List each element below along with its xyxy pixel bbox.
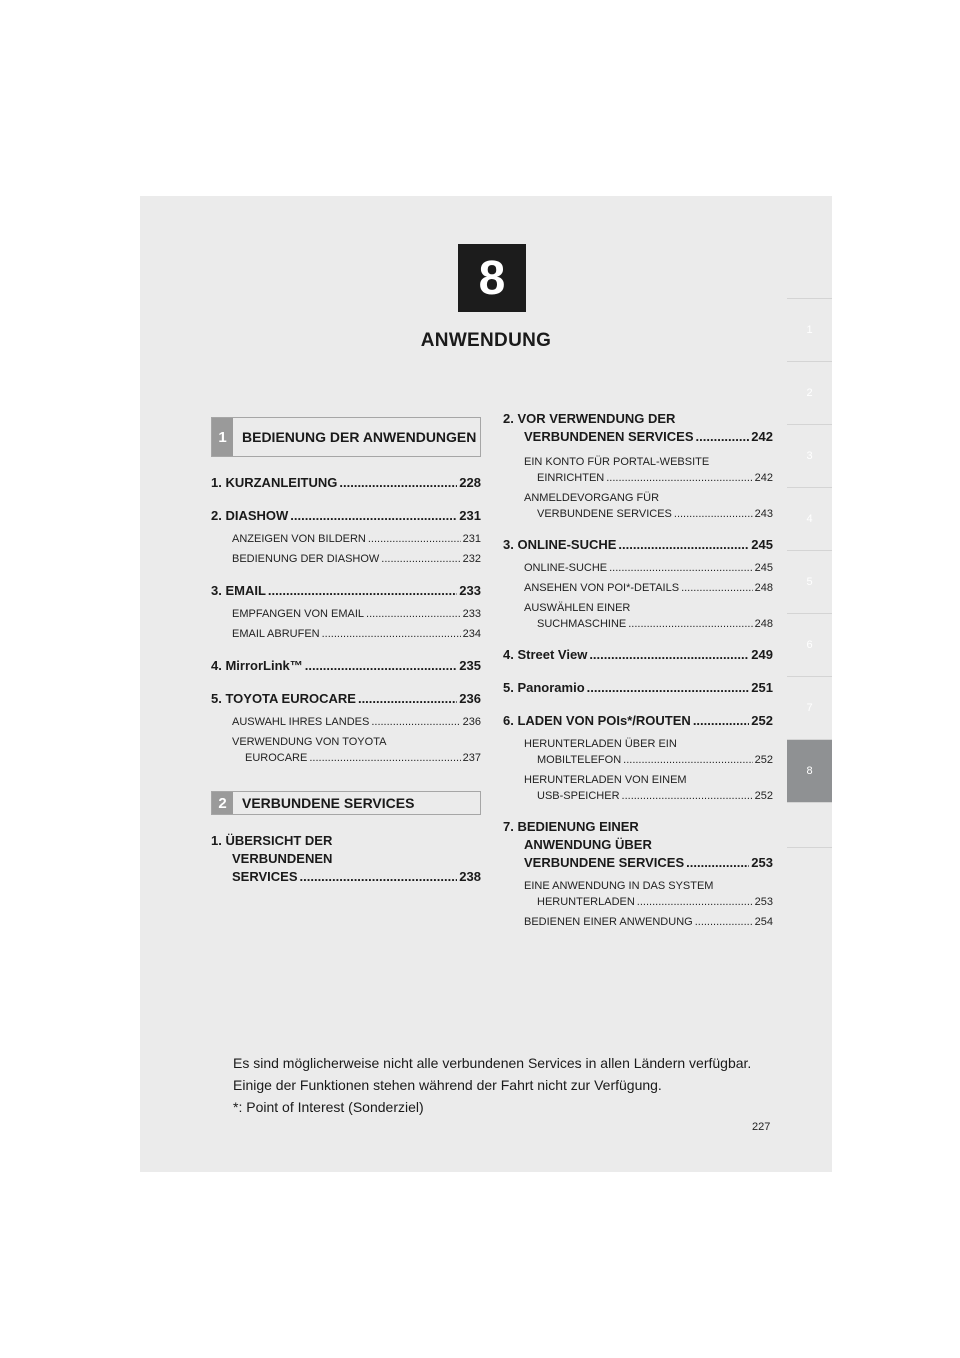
chapter-tab-1[interactable] <box>787 298 832 361</box>
toc-subentry[interactable] <box>503 600 773 632</box>
entry-page: 242 <box>754 472 773 484</box>
dot-leader <box>322 626 461 642</box>
toc-entry[interactable] <box>503 712 773 730</box>
dot-leader <box>587 679 750 697</box>
entry-title: 1. KURZANLEITUNG <box>211 475 338 490</box>
dot-leader <box>695 914 753 930</box>
toc-subentry[interactable] <box>211 606 481 622</box>
dot-leader <box>368 531 461 547</box>
toc-entry[interactable] <box>503 646 773 664</box>
section-number: 2 <box>212 792 233 814</box>
entry-page: 236 <box>459 691 481 706</box>
entry-page: 252 <box>751 713 773 728</box>
entry-title: HERUNTERLADEN ÜBER EIN <box>524 738 677 750</box>
chapter-tab-blank <box>787 802 832 848</box>
entry-line <box>524 490 773 506</box>
dot-leader <box>381 551 460 567</box>
chapter-tab-4[interactable] <box>787 487 832 550</box>
entry-page: 236 <box>462 716 481 728</box>
toc-subentry[interactable] <box>211 531 481 547</box>
dot-leader <box>300 868 458 886</box>
chapter-tab-3[interactable] <box>787 424 832 487</box>
footer-notes <box>233 1052 751 1118</box>
entry-title: 3. EMAIL <box>211 583 266 598</box>
entry-page: 228 <box>459 475 481 490</box>
dot-leader <box>686 854 749 872</box>
section-number: 1 <box>212 418 233 456</box>
tab-label: 8 <box>806 765 813 777</box>
entry-title: EMAIL ABRUFEN <box>232 628 320 640</box>
entry-page: 249 <box>751 647 773 662</box>
entry-page: 237 <box>462 752 481 764</box>
entry-line <box>524 752 773 768</box>
entry-title: 2. DIASHOW <box>211 508 289 523</box>
entry-title: EMPFANGEN VON EMAIL <box>232 608 365 620</box>
entry-line <box>524 788 773 804</box>
entry-line <box>524 616 773 632</box>
toc-right-column <box>503 410 773 930</box>
dot-leader <box>366 606 461 622</box>
toc-entry[interactable] <box>211 832 481 886</box>
entry-title: VERBUNDENEN SERVICES <box>524 429 694 444</box>
toc-entry[interactable] <box>503 410 773 446</box>
entry-page: 235 <box>459 658 481 673</box>
dot-leader <box>589 646 749 664</box>
entry-line <box>524 600 773 616</box>
entry-page: 233 <box>459 583 481 598</box>
entry-title: ONLINE-SUCHE <box>524 562 608 574</box>
entry-line <box>524 894 773 910</box>
entry-line <box>211 832 481 850</box>
dot-leader <box>606 470 752 486</box>
entry-title: ANMELDEVORGANG FÜR <box>524 492 660 504</box>
section-title: BEDIENUNG DER ANWENDUNGEN <box>242 428 477 445</box>
entry-title: 4. MirrorLink™ <box>211 658 303 673</box>
note-poi: *: Point of Interest (Sonderziel) <box>233 1099 424 1115</box>
entry-line <box>211 868 481 886</box>
entry-title: SERVICES <box>232 869 298 884</box>
toc-entry[interactable] <box>503 679 773 697</box>
dot-leader <box>305 657 458 675</box>
entry-page: 251 <box>751 680 773 695</box>
entry-page: 238 <box>459 869 481 884</box>
page-title: ANWENDUNG <box>420 330 552 351</box>
chapter-number: 8 <box>478 251 506 305</box>
section-header-2 <box>211 791 481 815</box>
entry-title: ANWENDUNG ÜBER <box>524 837 652 852</box>
entry-title: 2. VOR VERWENDUNG DER <box>503 411 676 426</box>
entry-page: 254 <box>754 916 773 928</box>
chapter-tab-2[interactable] <box>787 361 832 424</box>
chapter-tab-7[interactable] <box>787 676 832 739</box>
note-availability: Es sind möglicherweise nicht alle verbundenen Services in allen Ländern verfügbar. <box>233 1055 752 1071</box>
entry-title: 7. BEDIENUNG EINER <box>503 819 639 834</box>
tab-label: 7 <box>806 702 813 714</box>
page-number: 227 <box>752 1121 771 1133</box>
entry-line <box>524 454 773 470</box>
toc-entry[interactable] <box>503 818 773 872</box>
dot-leader <box>358 690 457 708</box>
tab-label: 4 <box>806 513 813 525</box>
toc-subentry[interactable] <box>503 878 773 910</box>
entry-page: 233 <box>462 608 481 620</box>
toc-entry[interactable] <box>211 474 481 492</box>
tab-label: 6 <box>806 639 813 651</box>
entry-line <box>524 506 773 522</box>
entry-page: 248 <box>754 618 773 630</box>
entry-title: VERBUNDENE SERVICES <box>537 508 672 520</box>
entry-line <box>503 410 773 428</box>
tab-label: 1 <box>806 324 813 336</box>
toc-entry[interactable] <box>211 690 481 708</box>
entry-title: HERUNTERLADEN <box>537 896 635 908</box>
dot-leader <box>628 616 752 632</box>
dot-leader <box>681 580 753 596</box>
entry-title: 6. LADEN VON POIs*/ROUTEN <box>503 713 691 728</box>
toc-subentry[interactable] <box>503 454 773 486</box>
dot-leader <box>623 752 752 768</box>
entry-line <box>524 878 773 894</box>
dot-leader <box>609 560 753 576</box>
entry-page: 253 <box>754 896 773 908</box>
entry-page: 242 <box>751 429 773 444</box>
entry-title: VERBUNDENEN <box>232 851 333 866</box>
toc-entry[interactable] <box>211 582 481 600</box>
entry-page: 252 <box>754 790 773 802</box>
entry-title: 5. Panoramio <box>503 680 585 695</box>
entry-page: 234 <box>462 628 481 640</box>
dot-leader <box>268 582 457 600</box>
entry-line <box>524 470 773 486</box>
section-title: VERBUNDENE SERVICES <box>242 794 415 811</box>
dot-leader <box>693 712 749 730</box>
entry-page: 231 <box>459 508 481 523</box>
entry-title: HERUNTERLADEN VON EINEM <box>524 774 687 786</box>
entry-title: 3. ONLINE-SUCHE <box>503 537 617 552</box>
entry-page: 253 <box>751 855 773 870</box>
entry-title: AUSWÄHLEN EINER <box>524 602 631 614</box>
entry-title: ANZEIGEN VON BILDERN <box>232 533 366 545</box>
entry-title: 5. TOYOTA EUROCARE <box>211 691 356 706</box>
entry-title: BEDIENEN EINER ANWENDUNG <box>524 916 693 928</box>
chapter-tab-5[interactable] <box>787 550 832 613</box>
entry-title: VERBUNDENE SERVICES <box>524 855 685 870</box>
entry-line <box>232 750 481 766</box>
entry-title: EUROCARE <box>245 752 308 764</box>
dot-leader <box>622 788 753 804</box>
tab-label: 5 <box>806 576 813 588</box>
entry-title: EIN KONTO FÜR PORTAL-WEBSITE <box>524 456 710 468</box>
entry-page: 243 <box>754 508 773 520</box>
entry-title: 1. ÜBERSICHT DER <box>211 833 333 848</box>
entry-line <box>503 854 773 872</box>
entry-title: EINRICHTEN <box>537 472 605 484</box>
entry-title: 4. Street View <box>503 647 588 662</box>
entry-page: 245 <box>751 537 773 552</box>
dot-leader <box>339 474 457 492</box>
entry-line <box>232 734 481 750</box>
toc-subentry[interactable] <box>503 560 773 576</box>
chapter-tab-8[interactable] <box>787 739 832 802</box>
toc-entry[interactable] <box>211 507 481 525</box>
entry-line <box>524 772 773 788</box>
dot-leader <box>309 750 460 766</box>
toc-subentry[interactable] <box>503 736 773 768</box>
chapter-number-box <box>458 244 526 312</box>
entry-page: 245 <box>754 562 773 574</box>
entry-title: VERWENDUNG VON TOYOTA <box>232 736 387 748</box>
dot-leader <box>637 894 753 910</box>
entry-title: USB-SPEICHER <box>537 790 620 802</box>
tab-label: 3 <box>806 450 813 462</box>
entry-title: AUSWAHL IHRES LANDES <box>232 716 370 728</box>
entry-title: MOBILTELEFON <box>537 754 622 766</box>
toc-subentry[interactable] <box>211 734 481 766</box>
entry-title: SUCHMASCHINE <box>537 618 627 630</box>
toc-subentry[interactable] <box>503 914 773 930</box>
chapter-tabs <box>787 298 832 848</box>
toc-subentry[interactable] <box>503 490 773 522</box>
dot-leader <box>696 428 750 446</box>
entry-line <box>503 836 773 854</box>
dot-leader <box>290 507 457 525</box>
entry-page: 252 <box>754 754 773 766</box>
entry-page: 231 <box>462 533 481 545</box>
section-header-1 <box>211 417 481 457</box>
toc-subentry[interactable] <box>211 626 481 642</box>
dot-leader <box>371 714 460 730</box>
toc-subentry[interactable] <box>503 772 773 804</box>
entry-line <box>211 850 481 868</box>
toc-subentry[interactable] <box>503 580 773 596</box>
toc-left-column-2 <box>211 832 481 886</box>
dot-leader <box>618 536 749 554</box>
chapter-tab-6[interactable] <box>787 613 832 676</box>
toc-entry[interactable] <box>211 657 481 675</box>
entry-line <box>503 818 773 836</box>
entry-page: 248 <box>754 582 773 594</box>
note-driving: Einige der Funktionen stehen während der Fahrt nicht zur Verfügung. <box>233 1077 662 1093</box>
toc-left-column <box>211 474 481 766</box>
entry-line <box>503 428 773 446</box>
entry-title: EINE ANWENDUNG IN DAS SYSTEM <box>524 880 714 892</box>
entry-title: BEDIENUNG DER DIASHOW <box>232 553 380 565</box>
tab-label: 2 <box>806 387 813 399</box>
toc-entry[interactable] <box>503 536 773 554</box>
toc-subentry[interactable] <box>211 714 481 730</box>
entry-page: 232 <box>462 553 481 565</box>
entry-line <box>524 736 773 752</box>
dot-leader <box>674 506 753 522</box>
toc-subentry[interactable] <box>211 551 481 567</box>
entry-title: ANSEHEN VON POI*-DETAILS <box>524 582 680 594</box>
